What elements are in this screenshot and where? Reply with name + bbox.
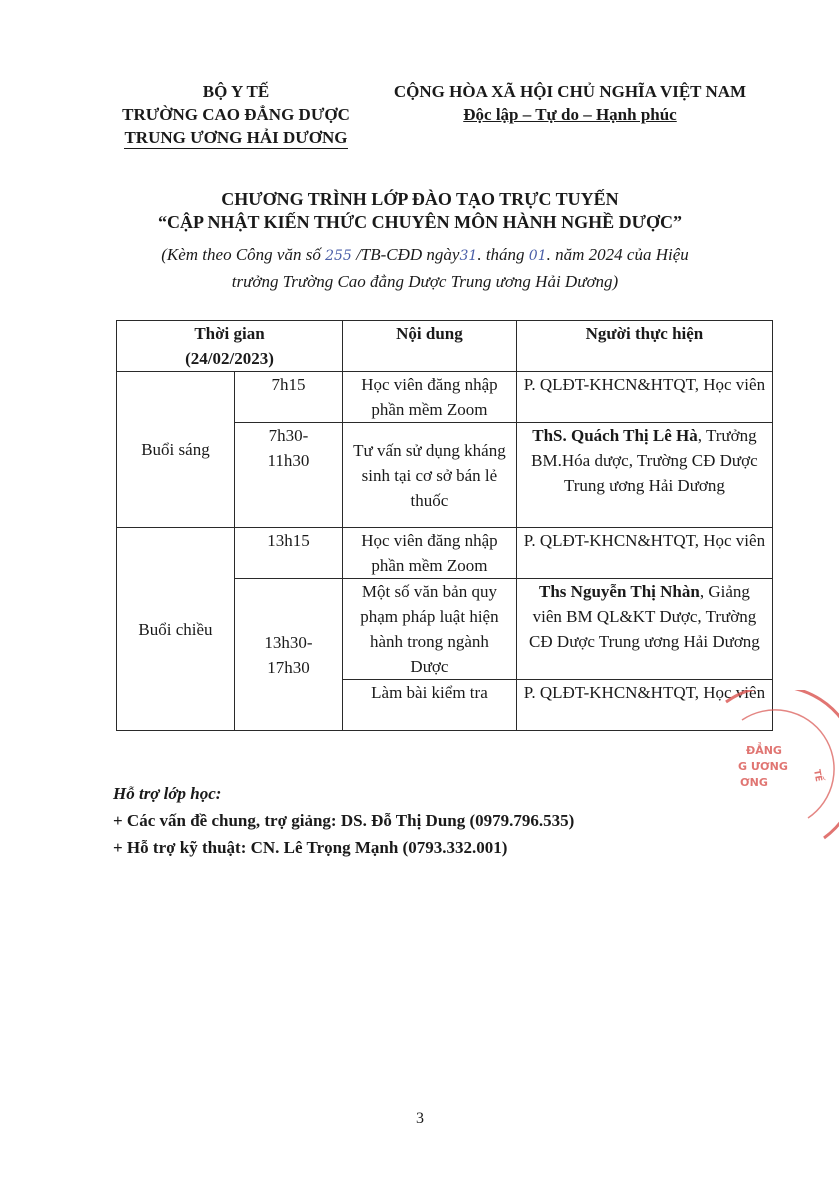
support-technical: + Hỗ trợ kỹ thuật: CN. Lê Trọng Mạnh (0793.332.001) xyxy=(113,838,508,857)
time-cell: 13h15 xyxy=(234,528,342,579)
title-line1: CHƯƠNG TRÌNH LỚP ĐÀO TẠO TRỰC TUYẾN xyxy=(221,189,619,209)
seal-text: ĐẲNG xyxy=(746,744,782,757)
person-cell: P. QLĐT-KHCN&HTQT, Học viên xyxy=(516,528,772,579)
table-row xyxy=(117,528,773,579)
person-cell: P. QLĐT-KHCN&HTQT, Học viên xyxy=(516,680,772,731)
person-cell: P. QLĐT-KHCN&HTQT, Học viên xyxy=(516,372,772,423)
school-name-line1: TRƯỜNG CAO ĐẲNG DƯỢC xyxy=(122,105,350,124)
document-title xyxy=(60,188,780,234)
schedule-table xyxy=(116,320,773,731)
national-motto: Độc lập – Tự do – Hạnh phúc xyxy=(463,105,677,124)
session-afternoon: Buổi chiều xyxy=(117,528,235,731)
header-content: Nội dung xyxy=(343,321,517,372)
handwritten-month: 01 xyxy=(528,248,547,264)
table-header-row xyxy=(117,321,773,372)
person-cell: Ths Nguyễn Thị Nhàn, Giảng viên BM QL&KT Dược, Trường CĐ Dược Trung ương Hải Dương xyxy=(516,579,772,680)
seal-text: G ƯƠNG xyxy=(738,760,788,773)
person-cell: ThS. Quách Thị Lê Hà, Trưởng BM.Hóa dược, Trường CĐ Dược Trung ương Hải Dương xyxy=(516,423,772,528)
national-heading xyxy=(372,80,768,126)
issuing-organization xyxy=(104,80,368,149)
support-section xyxy=(113,780,773,861)
subtitle-line1: (Kèm theo Công văn số 255 /TB-CĐD ngày31. tháng 01. năm 2024 của Hiệu xyxy=(161,245,689,264)
handwritten-day: 31 xyxy=(459,248,478,264)
page-number: 3 xyxy=(416,1110,424,1127)
school-name-line2: TRUNG ƯƠNG HẢI DƯƠNG xyxy=(124,128,348,147)
support-heading: Hỗ trợ lớp học: xyxy=(113,784,222,803)
subtitle-line2: trưởng Trường Cao đẳng Dược Trung ương Hải Dương) xyxy=(231,272,619,291)
support-general: + Các vấn đề chung, trợ giảng: DS. Đỗ Thị Dung (0979.796.535) xyxy=(113,811,575,830)
lecturer-name: ThS. Quách Thị Lê Hà xyxy=(532,426,698,445)
time-cell: 7h15 xyxy=(234,372,342,423)
session-morning: Buổi sáng xyxy=(117,372,235,528)
seal-text: TẾ xyxy=(811,768,824,783)
handwritten-number: 255 xyxy=(325,248,352,264)
title-line2: “CẬP NHẬT KIẾN THỨC CHUYÊN MÔN HÀNH NGHỀ DƯỢC” xyxy=(157,212,683,232)
content-cell: Một số văn bản quy phạm pháp luật hiện hành trong ngành Dược xyxy=(343,579,517,680)
red-seal-stamp xyxy=(716,690,839,840)
table-row xyxy=(117,372,773,423)
content-cell: Tư vấn sử dụng kháng sinh tại cơ sở bán lẻ thuốc xyxy=(343,423,517,528)
seal-text: ƠNG xyxy=(740,776,768,789)
ministry-name: BỘ Y TẾ xyxy=(202,82,270,101)
document-subtitle xyxy=(80,242,770,295)
time-cell: 13h30-17h30 xyxy=(234,579,342,731)
content-cell: Học viên đăng nhập phần mềm Zoom xyxy=(343,372,517,423)
content-cell: Làm bài kiểm tra xyxy=(343,680,517,731)
header-time: Thời gian (24/02/2023) xyxy=(117,321,343,372)
lecturer-name: Ths Nguyễn Thị Nhàn xyxy=(539,582,700,601)
nation-name: CỘNG HÒA XÃ HỘI CHỦ NGHĨA VIỆT NAM xyxy=(393,82,747,101)
content-cell: Học viên đăng nhập phần mềm Zoom xyxy=(343,528,517,579)
time-cell: 7h30-11h30 xyxy=(234,423,342,528)
header-person: Người thực hiện xyxy=(516,321,772,372)
